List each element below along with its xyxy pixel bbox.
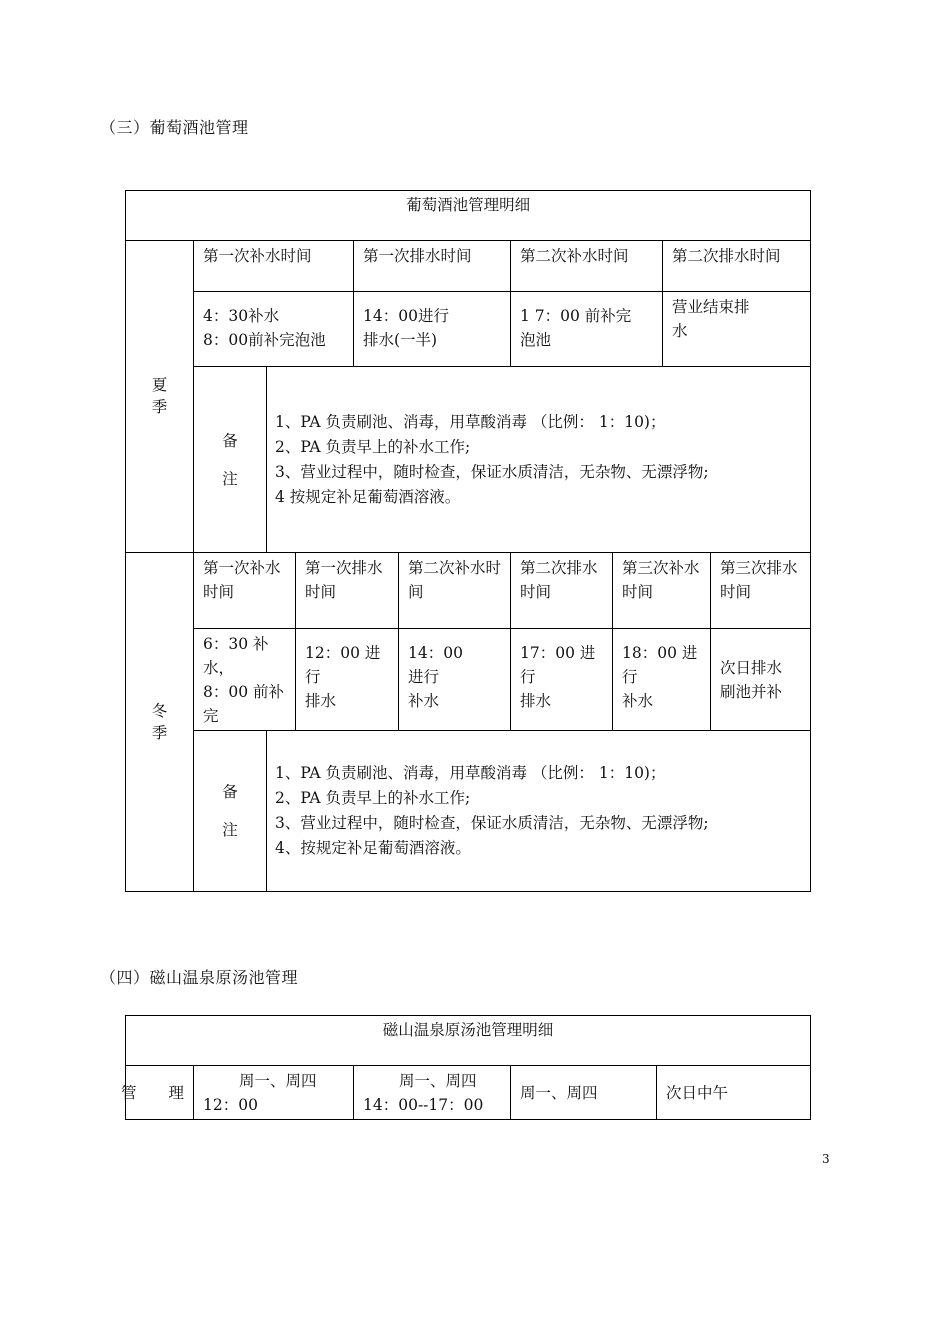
winter-header-3: 第二次补水时间 bbox=[399, 553, 511, 629]
summer-value-1: 4：30补水 8：00前补完泡池 bbox=[194, 292, 354, 367]
table2-title: 磁山温泉原汤池管理明细 bbox=[126, 1016, 811, 1066]
winter-notes: 1、PA 负责刷池、消毒，用草酸消毒 （比例： 1：10)； 2、PA 负责早上的补水工作; 3、营业过程中，随时检查，保证水质清洁，无杂物、无漂浮物; 4、按规定补足葡萄酒溶液。 bbox=[267, 731, 811, 892]
winter-note-label: 备 注 bbox=[194, 731, 267, 892]
winter-value-6: 次日排水 刷池并补 bbox=[711, 629, 811, 731]
summer-value-3: 1 7：00 前补完 泡池 bbox=[511, 292, 663, 367]
section4-heading: （四）磁山温泉原汤池管理 bbox=[100, 968, 299, 987]
management-cell-1: 周一、周四 12：00 bbox=[194, 1066, 354, 1120]
season-label-summer: 夏季 bbox=[126, 241, 194, 553]
summer-header-4: 第二次排水时间 bbox=[663, 241, 811, 292]
summer-header-1: 第一次补水时间 bbox=[194, 241, 354, 292]
winter-value-4: 17：00 进行 排水 bbox=[511, 629, 613, 731]
summer-note-label: 备 注 bbox=[194, 367, 267, 553]
summer-value-2: 14：00进行 排水(一半) bbox=[354, 292, 511, 367]
section3-heading: （三）葡萄酒池管理 bbox=[100, 118, 249, 137]
table-title: 葡萄酒池管理明细 bbox=[126, 191, 811, 241]
grape-wine-pool-table bbox=[125, 190, 811, 892]
season-label-winter: 冬季 bbox=[126, 553, 194, 892]
winter-header-1: 第一次补水时间 bbox=[194, 553, 296, 629]
management-cell-4: 次日中午 bbox=[657, 1066, 811, 1120]
winter-header-2: 第一次排水时间 bbox=[296, 553, 399, 629]
page-number: 3 bbox=[822, 1152, 830, 1166]
summer-header-3: 第二次补水时间 bbox=[511, 241, 663, 292]
summer-value-4: 营业结束排 水 bbox=[663, 292, 811, 367]
winter-header-6: 第三次排水时间 bbox=[711, 553, 811, 629]
summer-header-2: 第一次排水时间 bbox=[354, 241, 511, 292]
management-cell-2: 周一、周四 14：00--17：00 bbox=[354, 1066, 511, 1120]
winter-header-5: 第三次补水时间 bbox=[613, 553, 711, 629]
winter-value-5: 18：00 进行 补水 bbox=[613, 629, 711, 731]
winter-value-2: 12：00 进行 排水 bbox=[296, 629, 399, 731]
cishan-hot-spring-table bbox=[121, 1015, 811, 1120]
winter-header-4: 第二次排水时间 bbox=[511, 553, 613, 629]
summer-notes: 1、PA 负责刷池、消毒，用草酸消毒 （比例： 1：10)； 2、PA 负责早上的补水工作; 3、营业过程中，随时检查，保证水质清洁，无杂物、无漂浮物; 4 按规定补足葡萄酒溶液。 bbox=[267, 367, 811, 553]
management-cell-3: 周一、周四 bbox=[511, 1066, 657, 1120]
winter-value-3: 14：00 进行 补水 bbox=[399, 629, 511, 731]
winter-value-1: 6：30 补水， 8：00 前补完 bbox=[194, 629, 296, 731]
row-label-management: 管理 bbox=[126, 1066, 194, 1120]
